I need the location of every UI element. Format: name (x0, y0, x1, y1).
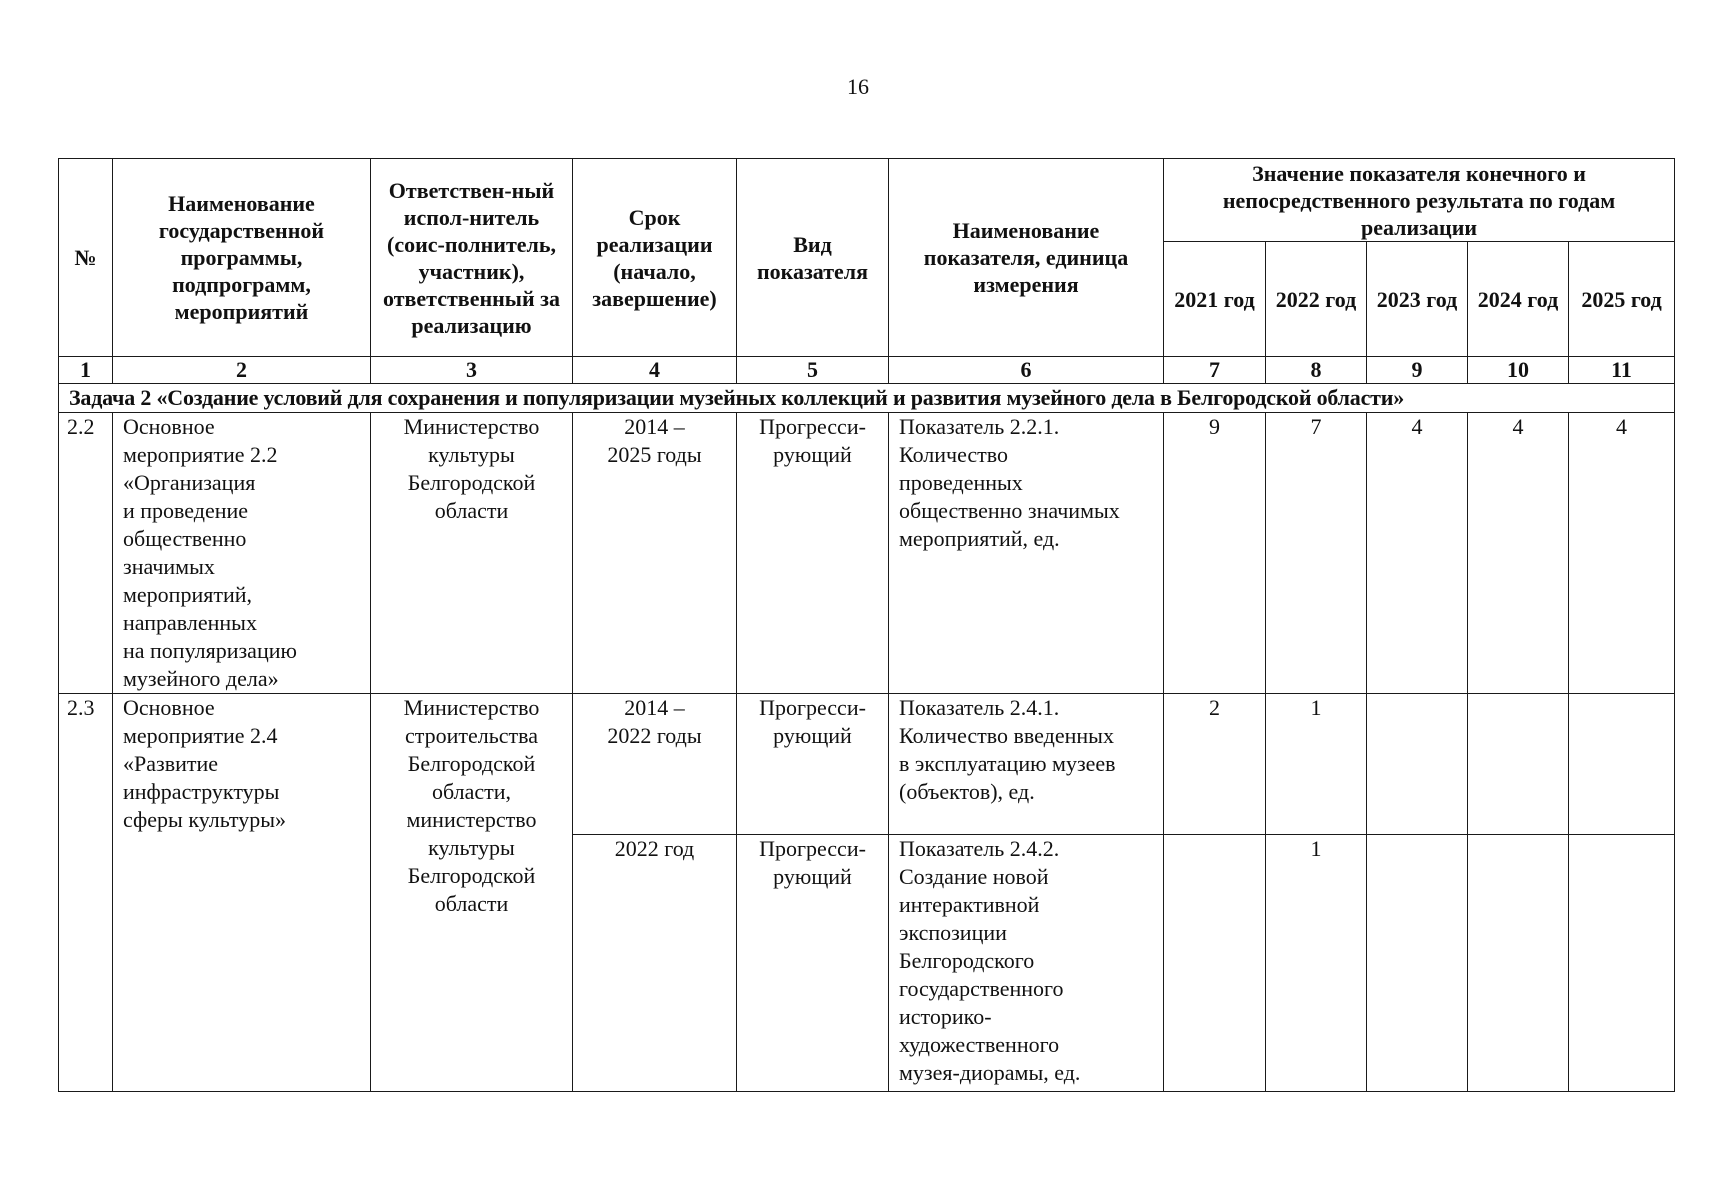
header-indicator-type: Вид показателя (737, 159, 889, 357)
value-2022: 7 (1266, 413, 1367, 694)
value-2021 (1164, 835, 1266, 1092)
row-program: Основное мероприятие 2.4 «Развитие инфраструктуры сферы культуры» (113, 694, 371, 1092)
indicators-table (58, 158, 1675, 1092)
header-values-group: Значение показателя конечного и непосредственного результата по годам реализации (1164, 159, 1675, 242)
column-number: 1 (59, 357, 113, 384)
value-2023 (1367, 694, 1468, 835)
column-number: 4 (573, 357, 737, 384)
row-period: 2014 – 2025 годы (573, 413, 737, 694)
row-indicator-type: Прогресси- рующий (737, 835, 889, 1092)
row-indicator: Показатель 2.4.1. Количество введенных в эксплуатацию музеев (объектов), ед. (889, 694, 1164, 835)
value-2024: 4 (1468, 413, 1569, 694)
value-2025: 4 (1569, 413, 1675, 694)
header-indicator-name: Наименование показателя, единица измерения (889, 159, 1164, 357)
column-number: 5 (737, 357, 889, 384)
value-2021: 9 (1164, 413, 1266, 694)
value-2024 (1468, 694, 1569, 835)
header-num: № (59, 159, 113, 357)
column-number: 8 (1266, 357, 1367, 384)
value-2023 (1367, 835, 1468, 1092)
value-2023: 4 (1367, 413, 1468, 694)
header-program-name: Наименование государственной программы, подпрограмм, мероприятий (113, 159, 371, 357)
column-numbers-row (59, 357, 1675, 384)
row-num: 2.2 (59, 413, 113, 694)
value-2022: 1 (1266, 835, 1367, 1092)
row-num: 2.3 (59, 694, 113, 1092)
value-2025 (1569, 835, 1675, 1092)
row-executor: Министерство культуры Белгородской области (371, 413, 573, 694)
value-2022: 1 (1266, 694, 1367, 835)
column-number: 9 (1367, 357, 1468, 384)
value-2021: 2 (1164, 694, 1266, 835)
table-row (59, 413, 1675, 694)
row-program: Основное мероприятие 2.2 «Организация и проведение общественно значимых мероприятий, направленных на популяризацию музейного дела» (113, 413, 371, 694)
row-indicator: Показатель 2.2.1. Количество проведенных общественно значимых мероприятий, ед. (889, 413, 1164, 694)
header-year-2025: 2025 год (1569, 242, 1675, 357)
task-title: Задача 2 «Создание условий для сохранения и популяризации музейных коллекций и развития музейного дела в Белгородской области» (59, 384, 1675, 413)
header-period: Срок реализации (начало, завершение) (573, 159, 737, 357)
header-year-2021: 2021 год (1164, 242, 1266, 357)
column-number: 6 (889, 357, 1164, 384)
header-year-2024: 2024 год (1468, 242, 1569, 357)
row-indicator-type: Прогресси- рующий (737, 413, 889, 694)
header-year-2022: 2022 год (1266, 242, 1367, 357)
page-number: 16 (847, 74, 869, 99)
task-row (59, 384, 1675, 413)
value-2024 (1468, 835, 1569, 1092)
header-row-1 (59, 159, 1675, 242)
row-period: 2022 год (573, 835, 737, 1092)
row-period: 2014 – 2022 годы (573, 694, 737, 835)
header-year-2023: 2023 год (1367, 242, 1468, 357)
row-executor: Министерство строительства Белгородской области, министерство культуры Белгородской области (371, 694, 573, 1092)
column-number: 10 (1468, 357, 1569, 384)
column-number: 2 (113, 357, 371, 384)
header-executor: Ответствен-ный испол-нитель (соис-полнитель, участник), ответственный за реализацию (371, 159, 573, 357)
column-number: 3 (371, 357, 573, 384)
column-number: 7 (1164, 357, 1266, 384)
row-indicator-type: Прогресси- рующий (737, 694, 889, 835)
column-number: 11 (1569, 357, 1675, 384)
value-2025 (1569, 694, 1675, 835)
row-indicator: Показатель 2.4.2. Создание новой интерактивной экспозиции Белгородского государственного историко- художественного музея-диорамы, ед. (889, 835, 1164, 1092)
table-row (59, 694, 1675, 835)
